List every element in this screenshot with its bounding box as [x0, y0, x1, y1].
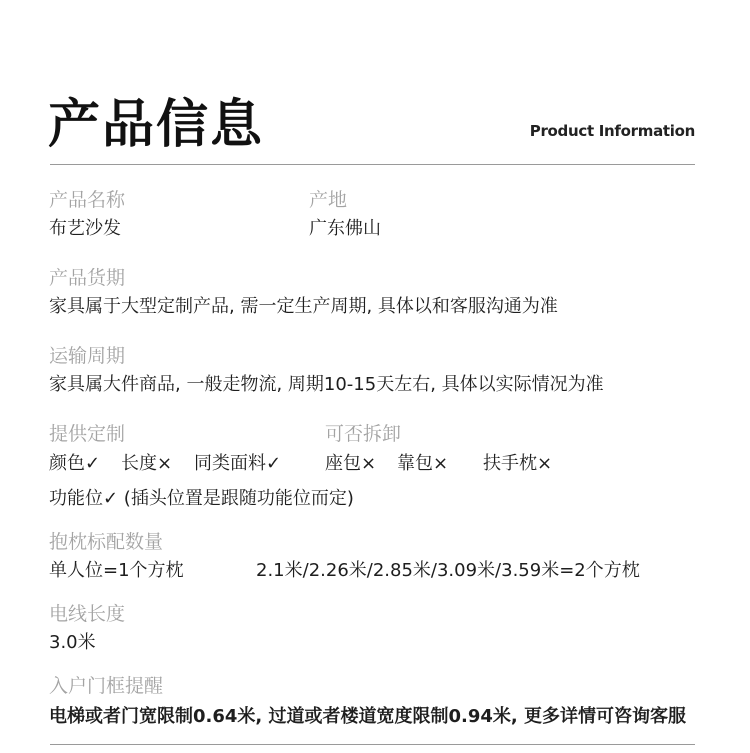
shipping-label: 运输周期: [49, 345, 126, 367]
custom-color: 颜色✓: [49, 453, 101, 474]
product-name-label: 产品名称: [49, 189, 126, 211]
cable-value: 3.0米: [49, 632, 96, 653]
lead-time-label: 产品货期: [49, 267, 126, 289]
product-name-value: 布艺沙发: [49, 218, 121, 239]
page-title: 产品信息: [48, 95, 265, 155]
removable-label: 可否拆卸: [325, 423, 402, 445]
pillows-label: 抱枕标配数量: [49, 531, 164, 553]
removable-armrest: 扶手枕×: [483, 453, 553, 474]
custom-fabric: 同类面料✓: [194, 453, 282, 474]
customization-label: 提供定制: [49, 423, 126, 445]
cable-label: 电线长度: [49, 603, 126, 625]
lead-time-value: 家具属于大型定制产品, 需一定生产周期, 具体以和客服沟通为准: [49, 296, 558, 317]
pillows-single: 单人位=1个方枕: [49, 560, 184, 581]
origin-value: 广东佛山: [309, 218, 381, 239]
removable-seat: 座包×: [325, 453, 377, 474]
shipping-value: 家具属大件商品, 一般走物流, 周期10-15天左右, 具体以实际情况为准: [49, 374, 604, 395]
header-divider: [50, 164, 695, 165]
removable-back: 靠包×: [397, 453, 449, 474]
custom-length: 长度×: [121, 453, 173, 474]
pillows-multi: 2.1米/2.26米/2.85米/3.09米/3.59米=2个方枕: [256, 560, 640, 581]
door-value: 电梯或者门宽限制0.64米, 过道或者楼道宽度限制0.94米, 更多详情可咨询客服: [49, 706, 687, 727]
custom-function-position: 功能位✓ (插头位置是跟随功能位而定): [49, 488, 354, 509]
door-label: 入户门框提醒: [49, 675, 164, 697]
footer-divider: [50, 744, 695, 745]
page-subtitle: Product Information: [529, 122, 695, 140]
origin-label: 产地: [309, 189, 348, 211]
